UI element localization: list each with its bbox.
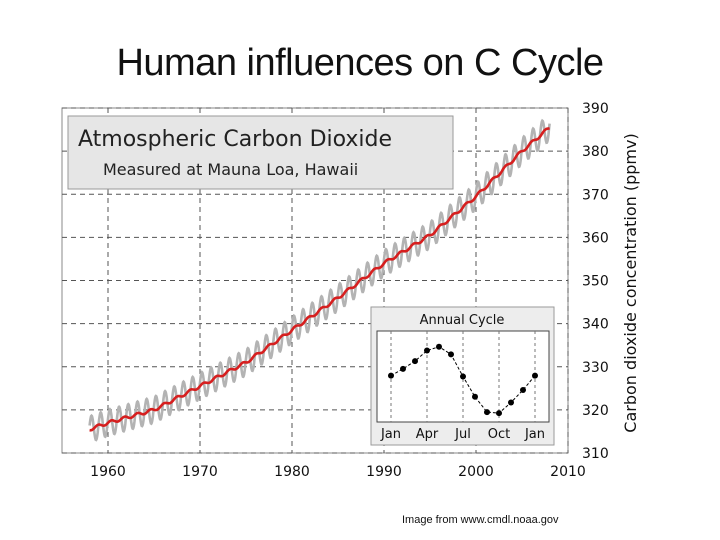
inset-x-tick-label: Jan [380, 427, 402, 442]
y-tick-label: 360 [582, 230, 609, 247]
inset-data-point [532, 373, 538, 379]
y-tick-label: 310 [582, 446, 609, 462]
x-tick-label: 2010 [550, 464, 586, 480]
inset-data-point [436, 344, 442, 350]
x-tick-label: 2000 [458, 464, 494, 480]
y-tick-label: 320 [582, 402, 609, 419]
inset-data-point [520, 387, 526, 393]
inset-data-point [388, 373, 394, 379]
inset-data-point [400, 366, 406, 372]
image-credit: Image from www.cmdl.noaa.gov [402, 514, 559, 526]
inset-data-point [484, 409, 490, 415]
inset-x-tick-label: Apr [415, 427, 439, 442]
y-tick-label: 380 [582, 144, 609, 161]
inset-x-tick-label: Jul [455, 427, 471, 442]
inset-data-point [412, 358, 418, 364]
inset-data-point [508, 400, 514, 406]
y-tick-label: 350 [582, 273, 609, 290]
y-tick-label: 370 [582, 187, 609, 204]
y-tick-label: 340 [582, 316, 609, 333]
inset-data-point [472, 394, 478, 400]
x-tick-label: 1980 [274, 464, 310, 480]
x-tick-label: 1960 [90, 464, 126, 480]
x-tick-labels [90, 464, 586, 480]
slide-title: Human influences on C Cycle [116, 42, 604, 84]
inset-data-point [448, 351, 454, 357]
y-tick-labels [582, 101, 609, 462]
chart-title: Atmospheric Carbon Dioxide [78, 127, 393, 152]
x-tick-label: 1970 [182, 464, 218, 480]
y-tick-label: 330 [582, 359, 609, 376]
inset-x-tick-label: Oct [487, 427, 511, 442]
y-tick-label: 390 [582, 101, 609, 117]
inset-title: Annual Cycle [419, 313, 505, 328]
chart-subtitle: Measured at Mauna Loa, Hawaii [103, 160, 359, 179]
y-axis-label: Carbon dioxide concentration (ppmv) [621, 133, 640, 433]
inset-data-point [424, 348, 430, 354]
x-tick-label: 1990 [366, 464, 402, 480]
inset-data-point [496, 410, 502, 416]
inset-data-point [460, 374, 466, 380]
inset-x-tick-label: Jan [524, 427, 546, 442]
